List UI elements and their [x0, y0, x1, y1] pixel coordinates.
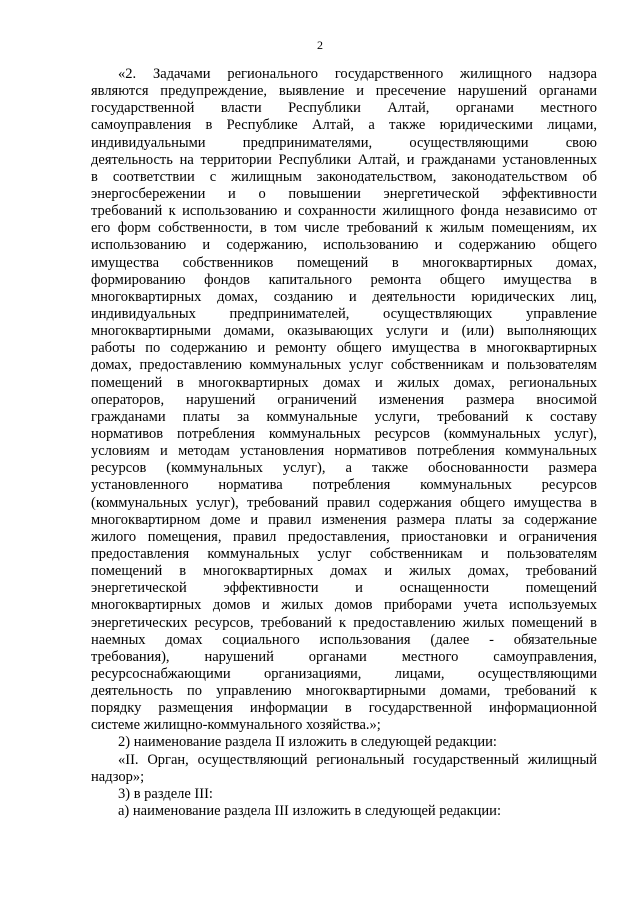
text-line: нормативов потребления коммунальных ресурсов (коммунальных услуг),	[91, 425, 597, 442]
paragraph-section-2-new-title	[91, 752, 597, 786]
text-line: деятельность на территории Республики Алтай, и гражданами установленных	[91, 151, 597, 168]
text-line: многоквартирными домами, оказывающих услуги и (или) выполняющих	[91, 323, 597, 340]
text-line: «2. Задачами регионального государственного жилищного надзора	[118, 66, 597, 82]
text-line: гражданами платы за коммунальные услуги, требований к составу	[91, 408, 597, 425]
text-line: являются предупреждение, выявление и пресечение нарушений органами	[91, 83, 597, 100]
text-line: «II. Орган, осуществляющий региональный государственный жилищный	[118, 751, 597, 768]
paragraph-item-3	[91, 786, 597, 803]
text-line: индивидуальных предпринимателей, осуществляющих управление	[91, 305, 597, 322]
text-line: многоквартирных домов и жилых домов приборами учета используемых	[91, 597, 597, 614]
text-line: системе жилищно-коммунального хозяйства.»;	[91, 717, 381, 734]
text-line: а) наименование раздела III изложить в следующей редакции:	[118, 803, 501, 820]
text-line: помещений в многоквартирных домах и жилых домах, требований	[91, 563, 597, 580]
text-line: требования), нарушений органами местного самоуправления,	[91, 648, 597, 665]
text-line: деятельность по управлению многоквартирными домами, требований к	[91, 683, 597, 700]
text-line: надзор»;	[91, 768, 145, 785]
paragraph-item-2-heading-change	[91, 734, 597, 751]
text-line: энергосбережении и о повышении энергетической эффективности	[91, 185, 597, 202]
text-line: порядку размещения информации в государственной информационной	[91, 700, 597, 717]
text-line: предоставления коммунальных услуг собственникам и пользователям	[91, 545, 597, 562]
text-line: установленного норматива потребления коммунальных ресурсов	[91, 477, 597, 494]
text-line: 3) в разделе III:	[118, 785, 213, 802]
text-line: 2) наименование раздела II изложить в следующей редакции:	[118, 734, 497, 751]
text-line: (коммунальных услуг), требований правил содержания общего имущества в	[91, 494, 597, 511]
text-line: энергетической эффективности и оснащенности помещений	[91, 580, 597, 597]
text-line: использованию и содержанию, использованию и содержанию общего	[91, 237, 597, 254]
text-line: помещений в многоквартирных домах и жилых домах, региональных	[91, 374, 597, 391]
text-line: энергетических ресурсов, требований к предоставлению жилых помещений в	[91, 614, 597, 631]
text-line: жилого помещения, правил предоставления, приостановки и ограничения	[91, 528, 597, 545]
text-line: требований к использованию и сохранности жилищного фонда независимо от	[91, 203, 597, 220]
text-line: индивидуальными предпринимателями, осуществляющими свою	[91, 134, 597, 151]
text-line: формированию фондов капитального ремонта общего имущества в	[91, 271, 597, 288]
paragraph-quote-item-2	[91, 66, 597, 734]
text-line: домах, предоставлению коммунальных услуг собственникам и пользователям	[91, 357, 597, 374]
text-line: операторов, нарушений ограничений изменения размера вносимой	[91, 391, 597, 408]
text-line: государственной власти Республики Алтай, органами местного	[91, 100, 597, 117]
document-body	[91, 66, 597, 820]
text-line: ресурсоснабжающими организациями, лицами, осуществляющими	[91, 665, 597, 682]
text-line: работы по содержанию и ремонту общего имущества в многоквартирных	[91, 340, 597, 357]
text-line: наемных домах социального использования (далее - обязательные	[91, 631, 597, 648]
text-line: ресурсов (коммунальных услуг), а также обоснованности размера	[91, 460, 597, 477]
text-line: имущества собственников помещений в многоквартирных домах,	[91, 254, 597, 271]
paragraph-item-3a	[91, 803, 597, 820]
text-line: в соответствии с жилищным законодательством, законодательством об	[91, 168, 597, 185]
text-line: многоквартирных домах, созданию и деятельности юридических лиц,	[91, 288, 597, 305]
text-line: многоквартирном доме и правил изменения размера платы за содержание	[91, 511, 597, 528]
page-number: 2	[317, 38, 323, 52]
text-line: самоуправления в Республике Алтай, а также юридическими лицами,	[91, 117, 597, 134]
text-line: условиям и методам установления нормативов потребления коммунальных	[91, 443, 597, 460]
text-line: его форм собственности, в том числе требований к жилым помещениям, их	[91, 220, 597, 237]
